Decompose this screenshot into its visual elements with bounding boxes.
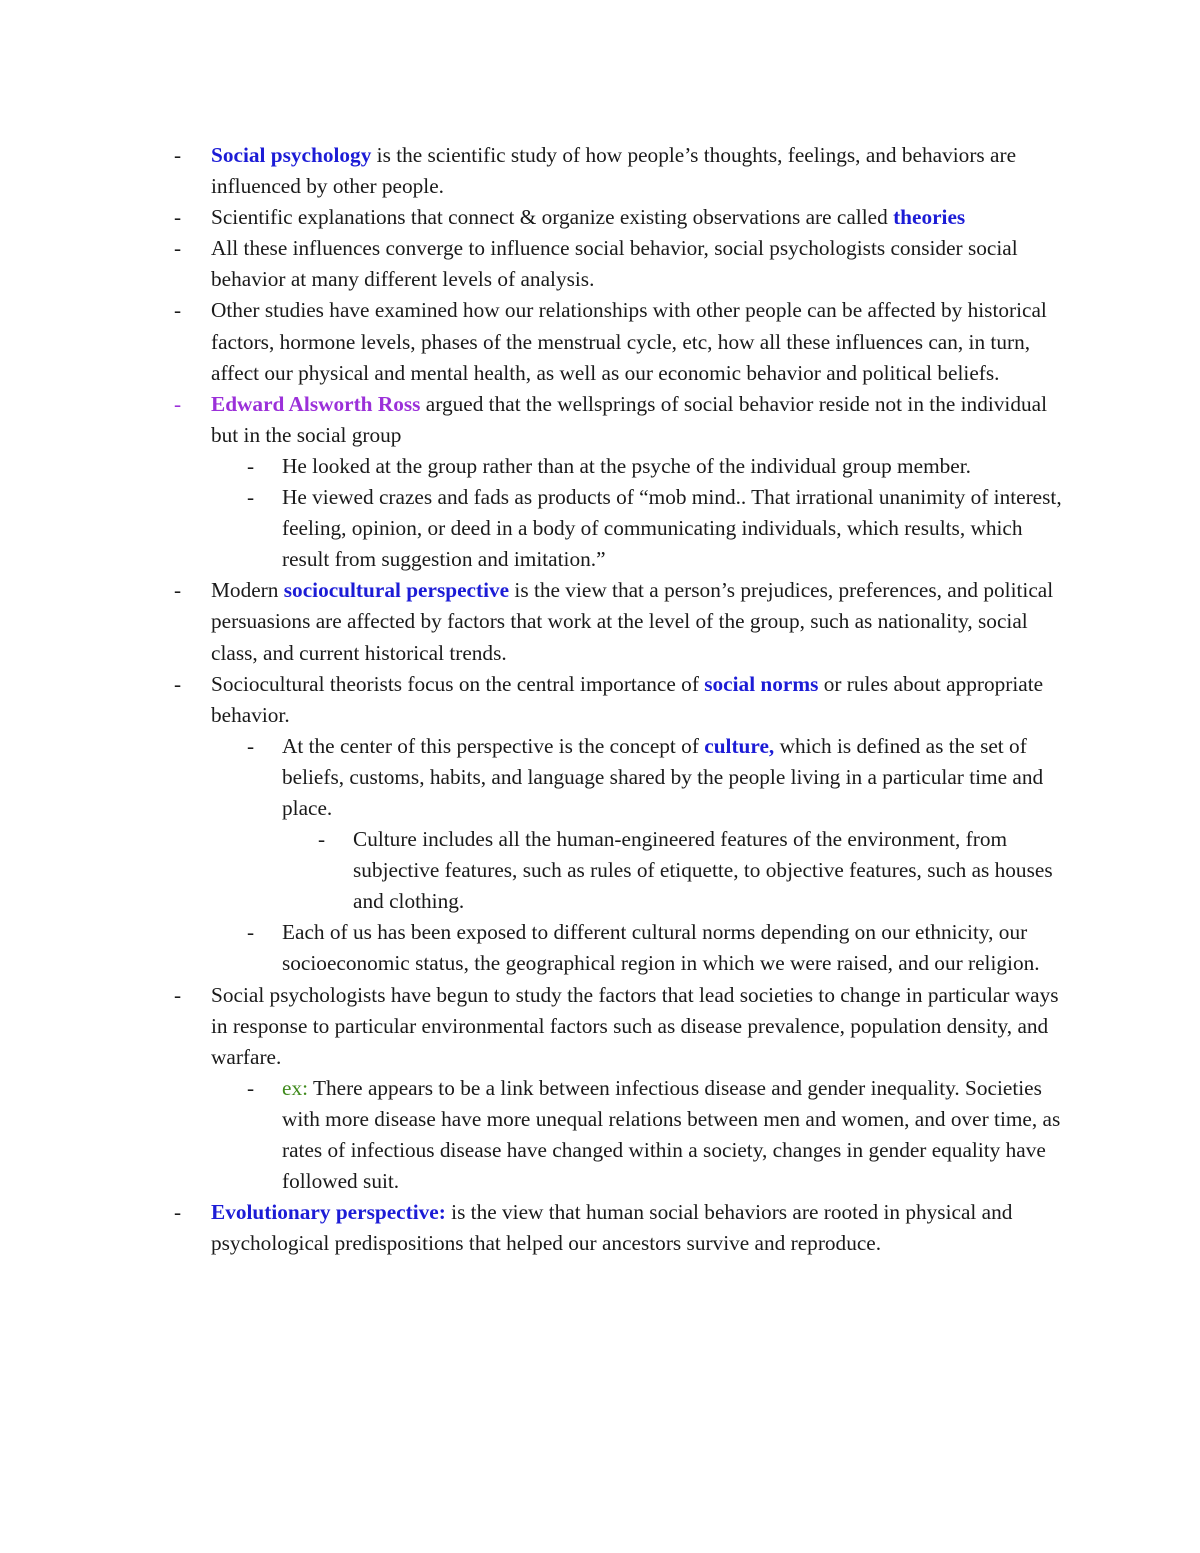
note-subitem-cultural-norms (172, 917, 1072, 979)
key-term: theories (893, 205, 966, 230)
bullet-dash: - (174, 236, 182, 261)
item-text: Culture includes all the human-engineered features of the environment, from subjective features, such as rules of etiquette, to objective features, such as houses and clothing. (353, 827, 1053, 914)
note-item-evolutionary-perspective (172, 1197, 1072, 1259)
bullet-dash: - (174, 982, 182, 1007)
key-term: Social psychology (211, 143, 372, 167)
bullet-dash: - (318, 827, 326, 852)
item-text-before: At the center of this perspective is the concept of (282, 733, 705, 758)
example-label: ex: (282, 1075, 309, 1100)
note-item-social-psychology (172, 140, 1072, 202)
bullet-dash: - (174, 143, 182, 167)
item-text: is the view that human social behaviors are rooted in physical and psychological predispositions that helped our ancestors survive and reproduce. (211, 1200, 1013, 1256)
item-text: argued that the wellsprings of social behavior reside not in the individual but in the social group (211, 391, 1048, 447)
note-subitem-culture (172, 731, 1072, 824)
item-text: He viewed crazes and fads as products of “mob mind.. That irrational unanimity of interest, feeling, opinion, or deed in a body of communicating individuals, which results, which result from suggestion and imitation.” (282, 485, 1062, 572)
note-subsubitem-culture-features (172, 824, 1072, 917)
item-text: He looked at the group rather than at the psyche of the individual group member. (282, 453, 971, 478)
bullet-dash: - (174, 578, 182, 603)
note-item-edward-ross (172, 389, 1072, 451)
bullet-dash: - (247, 920, 255, 945)
item-text: Scientific explanations that connect & organize existing observations are called (211, 205, 894, 230)
key-term: Evolutionary perspective: (211, 1200, 446, 1225)
bullet-dash: - (247, 485, 255, 510)
bullet-dash: - (174, 671, 182, 696)
item-text: or rules about appropriate behavior. (211, 671, 1044, 727)
note-item-social-norms (172, 669, 1072, 731)
note-item-sociocultural-perspective (172, 575, 1072, 668)
note-subitem-mob-mind (172, 482, 1072, 575)
item-text: Each of us has been exposed to different cultural norms depending on our ethnicity, our socioeconomic status, the geographical region in which we were raised, and our religion. (282, 920, 1040, 976)
item-text: which is defined as the set of beliefs, customs, habits, and language shared by the people living in a particular time and place. (282, 733, 1044, 820)
item-text: There appears to be a link between infectious disease and gender inequality. Societies with more disease have more unequal relations between men and women, and over time, as rates of infectious disease have changed within a society, changes in gender equality have followed suit. (282, 1075, 1061, 1194)
item-text: Social psychologists have begun to study the factors that lead societies to change in particular ways in response to particular environmental factors such as disease prevalence, population density, and warfare. (211, 982, 1059, 1069)
item-text-before: Modern (211, 578, 284, 603)
bullet-dash: - (174, 1200, 182, 1225)
bullet-dash: - (174, 391, 182, 416)
note-item-theories (172, 202, 1072, 233)
note-item-other-studies (172, 295, 1072, 388)
note-item-societies-change (172, 980, 1072, 1073)
note-subitem-example-disease (172, 1073, 1072, 1197)
key-term: Edward Alsworth Ross (211, 391, 421, 416)
note-item-levels-of-analysis (172, 233, 1072, 295)
key-term: culture, (704, 733, 775, 758)
bullet-dash: - (247, 1075, 255, 1100)
bullet-dash: - (174, 298, 182, 323)
item-text: All these influences converge to influence social behavior, social psychologists consider social behavior at many different levels of analysis. (211, 236, 1018, 292)
bullet-dash: - (174, 205, 182, 230)
bullet-notes-list (172, 140, 1072, 1259)
bullet-dash: - (247, 733, 255, 758)
key-term: social norms (704, 671, 819, 696)
item-text: is the view that a person’s prejudices, preferences, and political persuasions are affected by factors that work at the level of the group, such as nationality, social class, and current historical trends. (211, 578, 1054, 665)
item-text: Other studies have examined how our relationships with other people can be affected by historical factors, hormone levels, phases of the menstrual cycle, etc, how all these influences can, in turn, affect our physical and mental health, as well as our economic behavior and political beliefs. (211, 298, 1047, 385)
item-text: is the scientific study of how people’s thoughts, feelings, and behaviors are influenced by other people. (211, 143, 1017, 199)
item-text-before: Sociocultural theorists focus on the central importance of (211, 671, 705, 696)
bullet-dash: - (247, 453, 255, 478)
note-subitem-group-focus (172, 451, 1072, 482)
key-term: sociocultural perspective (283, 578, 510, 603)
